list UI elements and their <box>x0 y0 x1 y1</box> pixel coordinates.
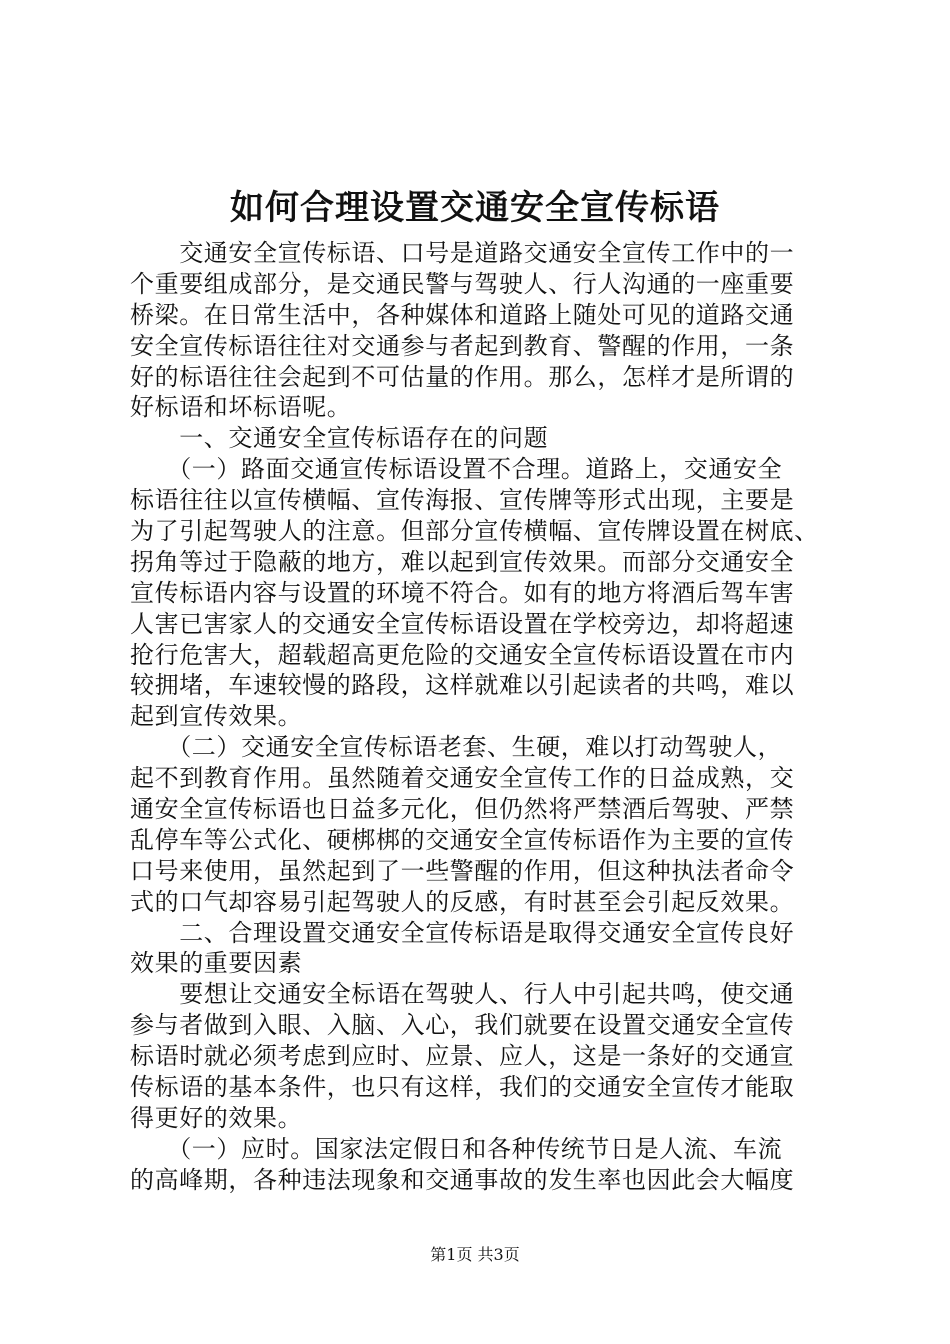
document-body <box>130 238 830 1196</box>
page-footer: 第1页 共3页 <box>430 1245 520 1264</box>
text-line: 参与者做到入眼、入脑、入心，我们就要在设置交通安全宣传 <box>130 1011 795 1040</box>
text-line: 人害已害家人的交通安全宣传标语设置在学校旁边，却将超速 <box>130 609 795 638</box>
text-line: 效果的重要因素 <box>130 949 303 978</box>
text-line: （二）交通安全宣传标语老套、生硬，难以打动驾驶人， <box>130 733 783 762</box>
text-line: 通安全宣传标语也日益多元化，但仍然将严禁酒后驾驶、严禁 <box>130 795 795 824</box>
text-line: 为了引起驾驶人的注意。但部分宣传横幅、宣传牌设置在树底、 <box>130 517 819 546</box>
text-line: 桥梁。在日常生活中，各种媒体和道路上随处可见的道路交通 <box>130 300 795 329</box>
text-line: 交通安全宣传标语、口号是道路交通安全宣传工作中的一 <box>130 239 795 267</box>
text-line: 得更好的效果。 <box>130 1103 303 1132</box>
text-line: 传标语的基本条件，也只有这样，我们的交通安全宣传才能取 <box>130 1073 795 1102</box>
text-line: 较拥堵，车速较慢的路段，这样就难以引起读者的共鸣，难以 <box>130 671 795 700</box>
text-line: 安全宣传标语往往对交通参与者起到教育、警醒的作用，一条 <box>130 331 795 360</box>
text-line: （一）应时。国家法定假日和各种传统节日是人流、车流 <box>130 1134 783 1163</box>
text-line: 的高峰期，各种违法现象和交通事故的发生率也因此会大幅度 <box>130 1165 795 1194</box>
text-line: 好的标语往往会起到不可估量的作用。那么，怎样才是所谓的 <box>130 362 795 391</box>
text-line: 抢行危害大，超载超高更危险的交通安全宣传标语设置在市内 <box>130 640 795 669</box>
text-line: （一）路面交通宣传标语设置不合理。道路上，交通安全 <box>130 455 783 484</box>
text-line: 标语时就必须考虑到应时、应景、应人，这是一条好的交通宣 <box>130 1042 795 1071</box>
text-line: 式的口气却容易引起驾驶人的反感，有时甚至会引起反效果。 <box>130 887 795 916</box>
text-line: 拐角等过于隐蔽的地方，难以起到宣传效果。而部分交通安全 <box>130 547 795 576</box>
document-title: 如何合理设置交通安全宣传标语 <box>230 188 720 228</box>
text-line: 二、合理设置交通安全宣传标语是取得交通安全宣传良好 <box>130 918 795 947</box>
text-line: 好标语和坏标语呢。 <box>130 393 352 422</box>
text-line: 乱停车等公式化、硬梆梆的交通安全宣传标语作为主要的宣传 <box>130 825 795 854</box>
text-line: 一、交通安全宣传标语存在的问题 <box>130 424 549 453</box>
text-line: 起不到教育作用。虽然随着交通安全宣传工作的日益成熟，交 <box>130 764 795 793</box>
text-line: 宣传标语内容与设置的环境不符合。如有的地方将酒后驾车害 <box>130 578 795 607</box>
text-line: 要想让交通安全标语在驾驶人、行人中引起共鸣，使交通 <box>130 980 795 1009</box>
text-line: 起到宣传效果。 <box>130 702 303 731</box>
text-line: 标语往往以宣传横幅、宣传海报、宣传牌等形式出现，主要是 <box>130 486 795 515</box>
text-line: 口号来使用，虽然起到了一些警醒的作用，但这种执法者命令 <box>130 856 795 885</box>
text-line: 个重要组成部分，是交通民警与驾驶人、行人沟通的一座重要 <box>130 269 795 298</box>
